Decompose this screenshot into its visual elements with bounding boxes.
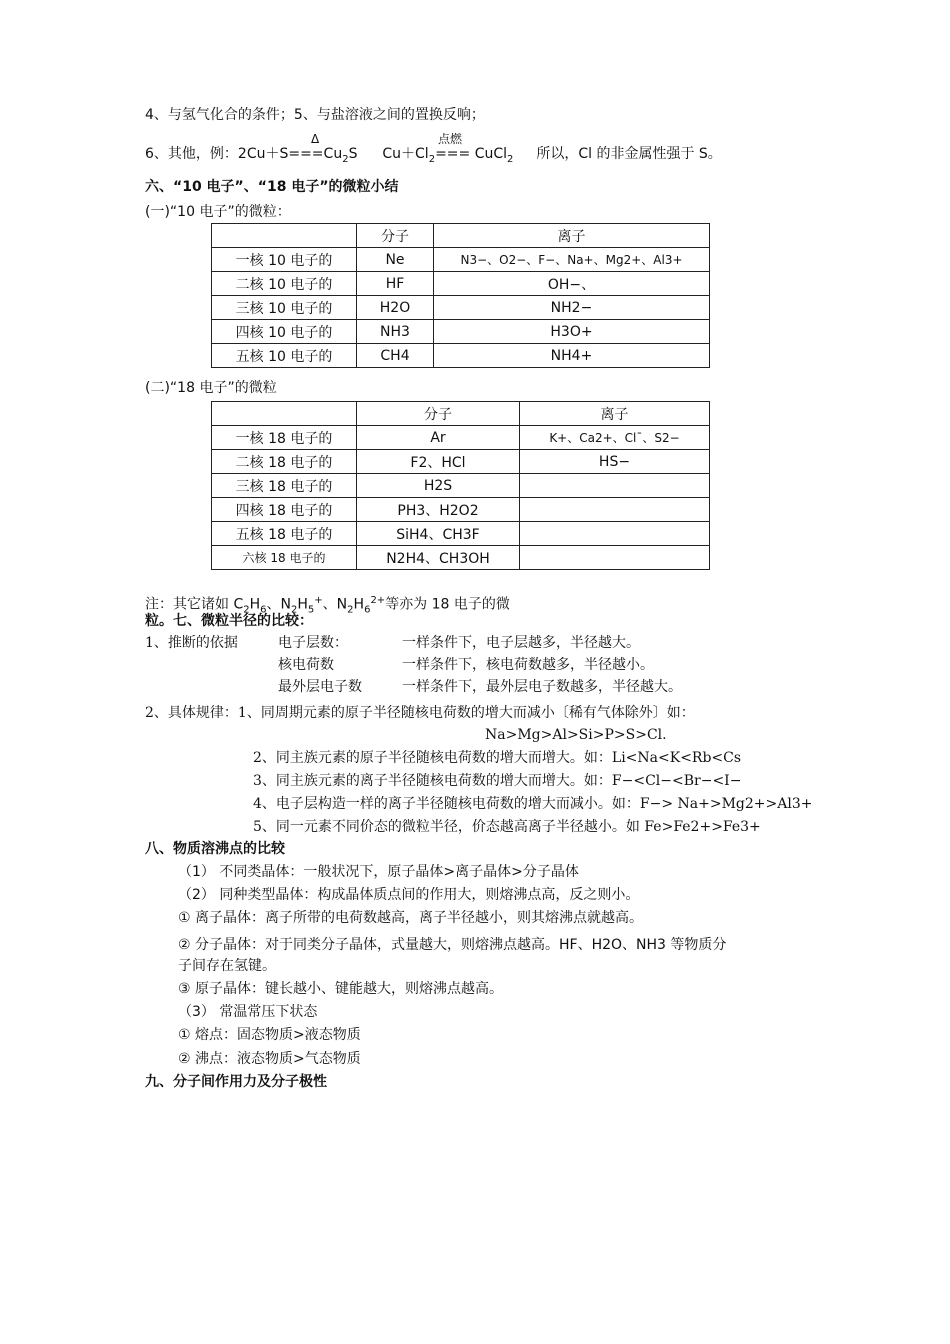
basis-key-3: 最外层电子数 [278,679,362,695]
section8-title: 八、物质溶沸点的比较 [145,841,285,857]
note-suffix: 等亦为 18 电子的微 [385,596,510,613]
row-molecule: NH3 [357,320,434,344]
row-label: 一核 18 电子的 [212,426,357,450]
row-label: 二核 10 电子的 [212,272,357,296]
table-header-ion: 离子 [520,402,710,426]
row-ion: HS− [520,450,710,474]
row-molecule: PH3、H2O2 [357,498,520,522]
table-10-electron [211,223,710,368]
row-ion [520,498,710,522]
reaction-cu-s-sym: S [348,146,358,162]
table-row [212,546,710,570]
rule-4: 4、电子层构造一样的离子半径随核电荷数的增大而减小。如：F−> Na+>Mg2+>Al3+ [253,796,813,812]
row-label: 三核 10 电子的 [212,296,357,320]
row-molecule: H2O [357,296,434,320]
row-label: 四核 18 电子的 [212,498,357,522]
rule-2: 2、同主族元素的原子半径随核电荷数的增大而增大。如：Li<Na<K<Rb<Cs [253,750,742,766]
row-label: 四核 10 电子的 [212,320,357,344]
reaction-cu-s: 6、其他，例：2Cu＋S===Cu [145,146,343,162]
basis-value-3: 一样条件下，最外层电子数越多，半径越大。 [402,679,682,695]
intro-line-4: 4、与氢气化合的条件；5、与盐溶液之间的置换反响； [145,107,485,123]
section8-item: ① 熔点：固态物质>液态物质 [178,1027,361,1043]
row-ion: N3−、O2−、F−、Na+、Mg2+、Al3+ [434,248,710,272]
rule-head-example: Na>Mg>Al>Si>P>S>Cl. [485,727,667,743]
row-molecule: Ar [357,426,520,450]
row-ion [520,522,710,546]
section9-title: 九、分子间作用力及分子极性 [145,1074,327,1090]
section8-item: ② 分子晶体：对于同类分子晶体，式量越大，则熔沸点越高。HF、H2O、NH3 等物质分 [178,937,727,953]
section8-item: ③ 原子晶体：键长越小、键能越大，则熔沸点越高。 [178,981,503,997]
table-header-empty [212,224,357,248]
reaction-cu-cl-sub: 2 [428,153,436,165]
delta-symbol: Δ [311,132,320,146]
table-row [212,498,710,522]
reaction-cucl: === CuCl [435,146,508,162]
rule-head: 2、具体规律：1、同周期元素的原子半径随核电荷数的增大而减小〔稀有气体除外〕如： [145,705,695,721]
basis-value-2: 一样条件下，核电荷数越多，半径越小。 [402,657,654,673]
note-line-2: 粒。七、微粒半径的比较： [145,613,313,629]
row-label: 五核 10 电子的 [212,344,357,368]
row-ion: OH−、 [434,272,710,296]
row-label: 五核 18 电子的 [212,522,357,546]
row-label: 二核 18 电子的 [212,450,357,474]
row-label: 三核 18 电子的 [212,474,357,498]
row-molecule: N2H4、CH3OH [357,546,520,570]
row-molecule: SiH4、CH3F [357,522,520,546]
section8-item: 子间存在氢键。 [178,958,276,974]
rule-3: 3、同主族元素的离子半径随核电荷数的增大而增大。如：F−<Cl−<Br−<I− [253,773,742,789]
row-molecule: Ne [357,248,434,272]
basis-value-1: 一样条件下，电子层越多，半径越大。 [402,635,640,651]
row-ion [520,546,710,570]
reaction-cu-s-sub: 2 [342,153,349,165]
row-molecule: CH4 [357,344,434,368]
basis-label: 1、推断的依据 [145,635,238,651]
row-molecule: HF [357,272,434,296]
table-row [212,320,710,344]
row-label: 六核 18 电子的 [212,546,357,570]
row-ion: NH4+ [434,344,710,368]
row-ion: K+、Ca2+、Cl¯、S2− [520,426,710,450]
table-row [212,344,710,368]
basis-key-2: 核电荷数 [278,657,334,673]
reaction-cucl-sub: 2 [507,153,514,165]
section8-item: （3） 常温常压下状态 [178,1004,318,1020]
table-header-empty [212,402,357,426]
table-row [212,272,710,296]
rule-5: 5、同一元素不同价态的微粒半径，价态越高离子半径越小。如 Fe>Fe2+>Fe3+ [253,819,761,835]
table-header-molecule: 分子 [357,402,520,426]
basis-key-1: 电子层数： [278,635,348,651]
note-line-1: 注：其它诸如 $C_2H_6$、$N_2H_5^+$、$N_2H_6^{2+}$等亦为 18 电子的微 [145,595,510,616]
row-ion: H3O+ [434,320,710,344]
table-row [212,248,710,272]
table-row [212,474,710,498]
intro-line-6 [145,145,722,169]
section6-sub2: (二)“18 电子”的微粒 [145,380,277,396]
table-18-electron [211,401,710,570]
ignite-condition: 点燃 [438,132,463,146]
table-row [212,426,710,450]
reaction-conclusion: 所以，Cl 的非金属性强于 S。 [536,146,722,162]
section8-item: ① 离子晶体：离子所带的电荷数越高，离子半径越小，则其熔沸点就越高。 [178,910,643,926]
note-prefix: 注：其它诸如 C [145,596,244,613]
row-molecule: F2、HCl [357,450,520,474]
row-molecule: H2S [357,474,520,498]
section8-item: （1） 不同类晶体：一般状况下，原子晶体>离子晶体>分子晶体 [178,864,579,880]
table-row [212,224,710,248]
section6-sub1: (一)“10 电子”的微粒： [145,204,291,220]
reaction-cu-cl: Cu＋Cl [382,146,429,162]
section8-item: （2） 同种类型晶体：构成晶体质点间的作用大，则熔沸点高，反之则小。 [178,887,640,903]
row-ion [520,474,710,498]
section6-title: 六、“10 电子”、“18 电子”的微粒小结 [145,179,399,195]
table-row [212,450,710,474]
table-row [212,522,710,546]
table-header-molecule: 分子 [357,224,434,248]
table-row [212,402,710,426]
section8-item: ② 沸点：液态物质>气态物质 [178,1051,361,1067]
table-header-ion: 离子 [434,224,710,248]
row-ion: NH2− [434,296,710,320]
row-label: 一核 10 电子的 [212,248,357,272]
table-row [212,296,710,320]
